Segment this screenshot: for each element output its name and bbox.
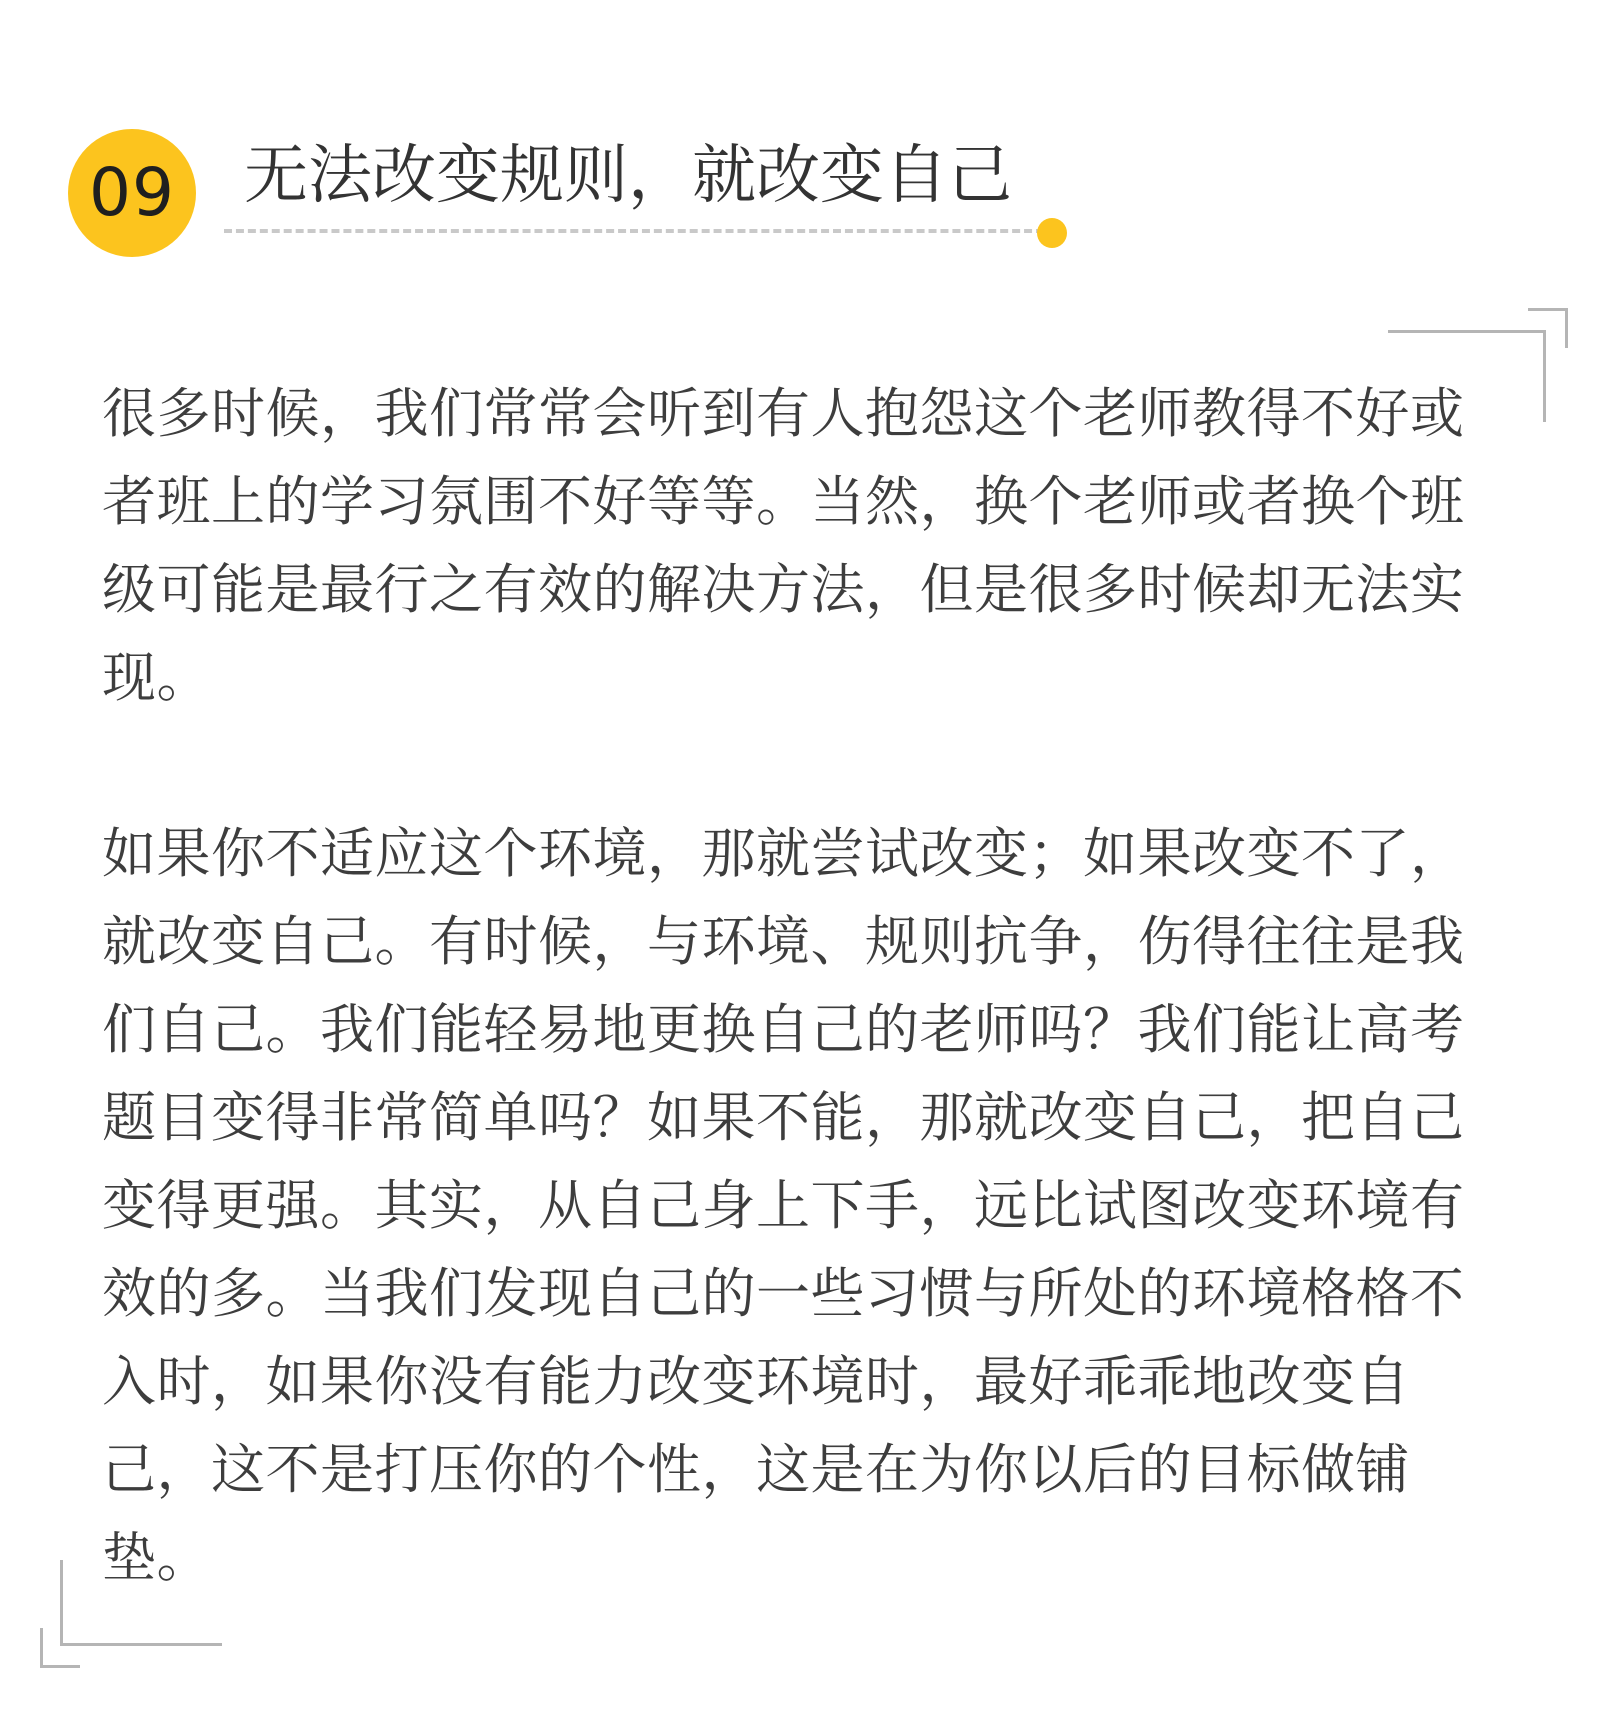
underline-end-dot <box>1037 218 1067 248</box>
section-number-badge <box>68 129 196 257</box>
section-number: 09 <box>89 154 175 231</box>
paragraph-1: 很多时候，我们常常会听到有人抱怨这个老师教得不好或者班上的学习氛围不好等等。当然，换个老师或者换个班级可能是最行之有效的解决方法，但是很多时候却无法实现。 <box>102 382 1465 709</box>
section-title: 无法改变规则，就改变自己 <box>244 139 1012 213</box>
corner-decoration-bottom-left-outer <box>40 1628 80 1668</box>
title-underline-divider <box>224 229 1044 233</box>
paragraph-2: 如果你不适应这个环境，那就尝试改变；如果改变不了，就改变自己。有时候，与环境、规则抗争，伤得往往是我们自己。我们能轻易地更换自己的老师吗？我们能让高考题目变得非常简单吗？如果不能，那就改变自己，把自己变得更强。其实，从自己身上下手，远比试图改变环境有效的多。当我们发现自己的一些习惯与所处的环境格格不入时，如果你没有能力改变环境时，最好乖乖地改变自己，这不是打压你的个性，这是在为你以后的目标做铺垫。 <box>102 822 1465 1589</box>
article-body <box>102 370 1512 1602</box>
